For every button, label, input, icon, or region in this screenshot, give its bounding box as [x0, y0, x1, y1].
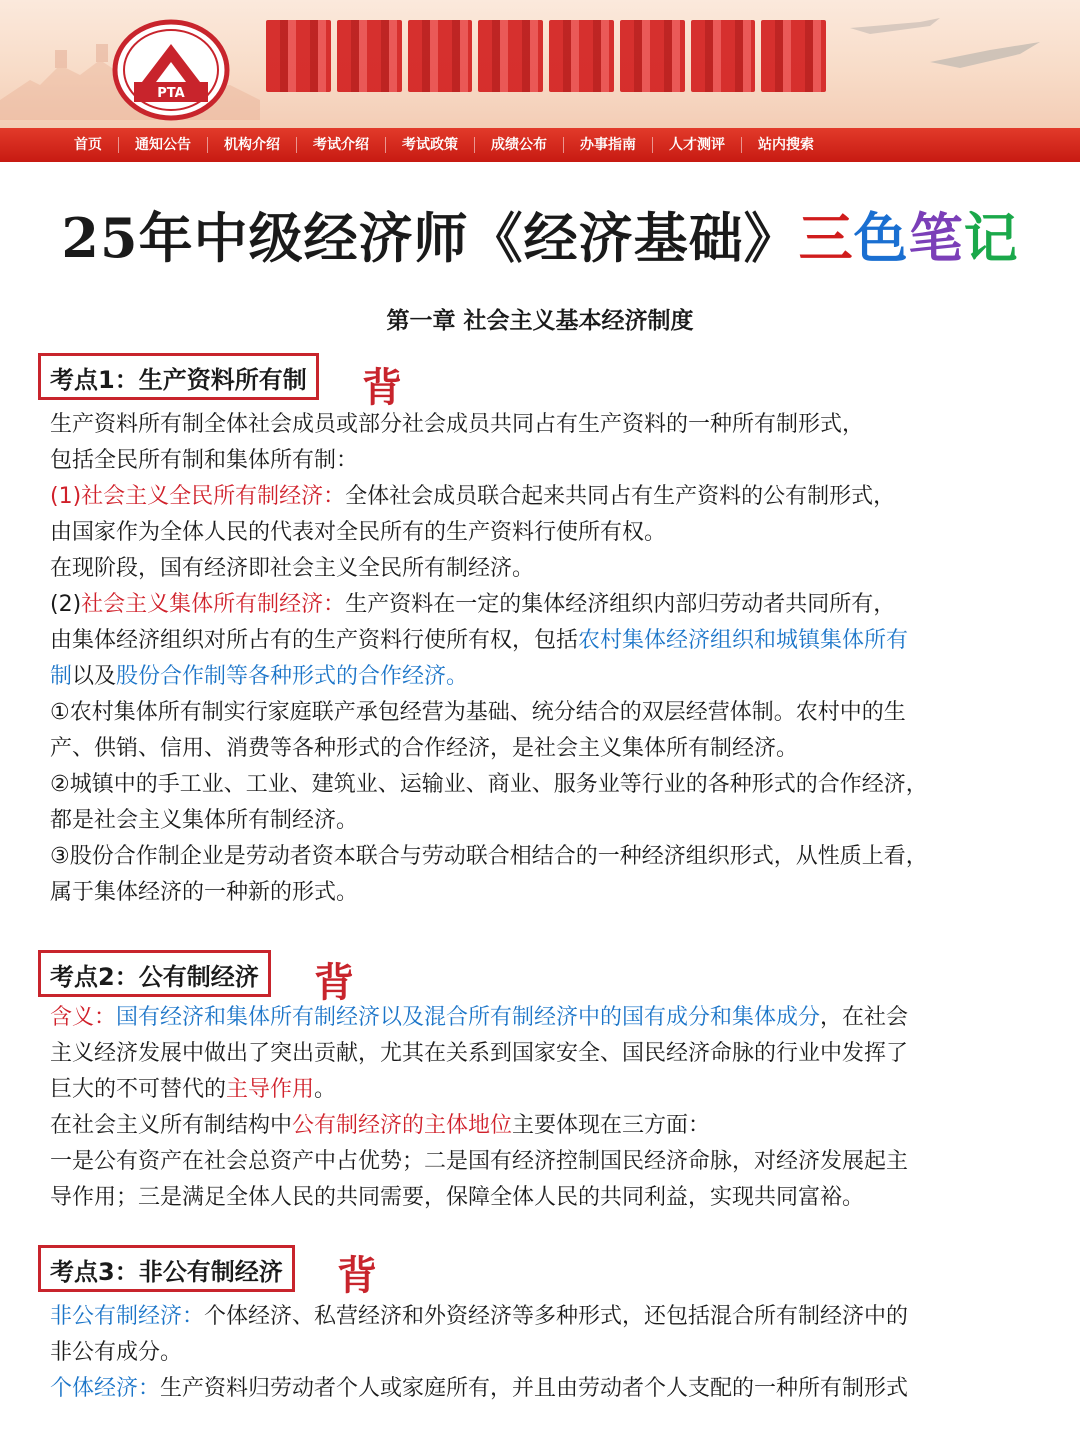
page-title: 25年中级经济师《经济基础》三色笔记 [61, 206, 1019, 270]
nav-site-search[interactable]: 站内搜索 [758, 137, 814, 153]
pta-logo [112, 18, 230, 122]
kp3-memorize-mark: 背 [337, 1252, 377, 1299]
kp2-label: 考点2：公有制经济 [38, 950, 271, 997]
chapter-heading: 第一章 社会主义基本经济制度 [386, 308, 694, 334]
nav-exam-policy[interactable]: 考试政策 [386, 137, 475, 153]
satellite-illustration [930, 40, 1040, 70]
kp3-body: 非公有制经济：个体经济、私营经济和外资经济等多种形式，还包括混合所有制经济中的 非公有成分。 个体经济：生产资料归劳动者个人或家庭所有，并且由劳动者个人支配的一种所有制形式 [50, 1304, 909, 1401]
nav-guide[interactable]: 办事指南 [564, 137, 653, 153]
kp3-label: 考点3：非公有制经济 [38, 1245, 295, 1292]
pixelated-site-name [266, 20, 826, 92]
plane-illustration [850, 14, 940, 38]
nav-exam-intro[interactable]: 考试介绍 [297, 137, 386, 153]
nav-home[interactable]: 首页 [58, 137, 119, 153]
kp2-body: 含义：国有经济和集体所有制经济以及混合所有制经济中的国有成分和集体成分，在社会 主义经济发展中做出了突出贡献，尤其在关系到国家安全、国民经济命脉的行业中发挥了 巨大的不可替代的主导作用。 在社会主义所有制结构中公有制经济的主体地位主要体现在三方面： 一是公有资产在社会总资产中占优势；二是国有经济控制国民经济命脉，对经济发展起主 导作用；三是满足全体人民的共同需要，保障全体人民的共同利益，实现共同富裕。 [50, 1005, 909, 1210]
site-navigation [0, 128, 1080, 162]
nav-notices[interactable]: 通知公告 [119, 137, 208, 153]
nav-talent-test[interactable]: 人才测评 [653, 137, 742, 153]
nav-about[interactable]: 机构介绍 [208, 137, 297, 153]
header-banner [0, 0, 1080, 128]
kp1-label: 考点1：生产资料所有制 [38, 353, 319, 400]
kp2-memorize-mark: 背 [314, 959, 354, 1006]
kp1-memorize-mark: 背 [362, 364, 402, 411]
svg-text:PTA: PTA [157, 86, 185, 101]
kp1-body: 生产资料所有制全体社会成员或部分社会成员共同占有生产资料的一种所有制形式， 包括全民所有制和集体所有制： (1)社会主义全民所有制经济：全体社会成员联合起来共同占有生产资料的公有制形式， 由国家作为全体人民的代表对全民所有的生产资料行使所有权。 在现阶段，国有经济即社会主义全民所有制经济。 (2)社会主义集体所有制经济：生产资料在一定的集体经济组织内部归劳动者共同所有， 由集体经济组织对所占有的生产资料行使所有权，包括农村集体经济组织和城镇集体所有 制以及股份合作制等各种形式的合作经济。 ①农村集体所有制实行家庭联产承包经营为基础、统分结合的双层经营体制。农村中的生 产、供销、信用、消费等各种形式的合作经济，是社会主义集体所有制经济。 ②城镇中的手工业、工业、建筑业、运输业、商业、服务业等行业的各种形式的合作经济， 都是社会主义集体所有制经济。 ③股份合作制企业是劳动者资本联合与劳动联合相结合的一种经济组织形式，从性质上看， 属于集体经济的一种新的形式。 [50, 412, 928, 905]
nav-results[interactable]: 成绩公布 [475, 137, 564, 153]
